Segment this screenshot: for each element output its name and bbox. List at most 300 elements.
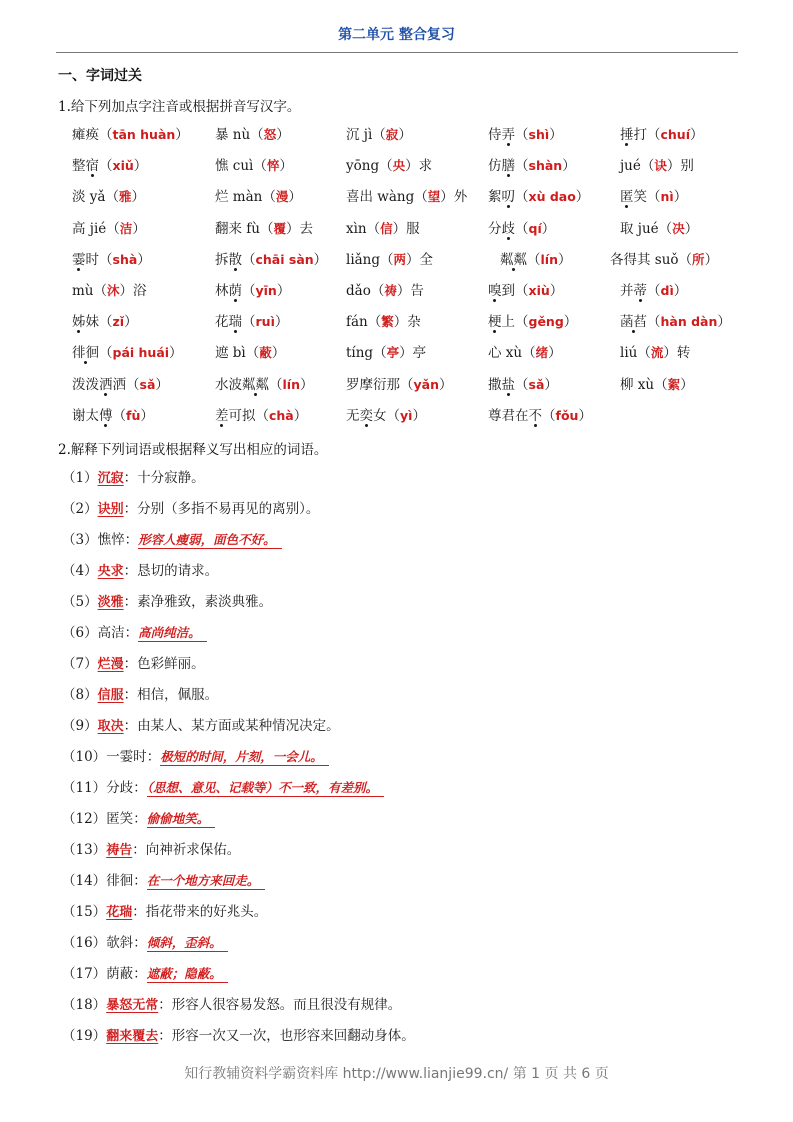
answer-text: shà bbox=[112, 251, 138, 267]
pinyin-item bbox=[72, 310, 138, 330]
item-text: ） bbox=[276, 127, 290, 143]
pinyin-item bbox=[72, 404, 154, 424]
item-number: （7） bbox=[62, 656, 98, 672]
answer-text: xiù bbox=[528, 283, 550, 298]
definition-item bbox=[62, 716, 762, 747]
answer-text: ruì bbox=[255, 314, 275, 330]
definition-meaning: 形容一次又一次，也形容来回翻动身体。 bbox=[171, 1028, 415, 1044]
pinyin-item bbox=[346, 373, 452, 393]
item-text: 无 bbox=[346, 407, 360, 424]
pinyin-item bbox=[215, 279, 290, 299]
answer-text: 绪 bbox=[535, 345, 549, 361]
item-text: ） bbox=[548, 345, 562, 362]
definition-item bbox=[62, 592, 762, 623]
answer-text: 繁 bbox=[381, 314, 394, 330]
item-text: ） bbox=[690, 127, 704, 143]
item-number: （4） bbox=[62, 563, 98, 579]
answer-text: fù bbox=[126, 407, 141, 423]
pinyin-item bbox=[215, 154, 293, 174]
dotted-character: 嗅 bbox=[488, 279, 502, 299]
pinyin-item bbox=[215, 123, 290, 143]
pinyin-item bbox=[346, 310, 421, 330]
item-text: 淡 yǎ（ bbox=[72, 189, 119, 206]
answer-text: pái huái bbox=[112, 345, 170, 361]
definition-meaning: 十分寂静。 bbox=[137, 470, 205, 486]
item-text: （ bbox=[515, 220, 529, 237]
answer-text: chà bbox=[269, 407, 294, 423]
item-text: 时（ bbox=[85, 251, 113, 268]
item-text: （ bbox=[242, 314, 256, 331]
definition-meaning: 色彩鲜丽。 bbox=[137, 656, 205, 672]
definition-term: 荫蔽 bbox=[106, 966, 134, 982]
definition-item bbox=[62, 685, 762, 716]
item-text: ）杂 bbox=[393, 314, 421, 331]
item-text: 分 bbox=[488, 220, 502, 237]
item-text: 柳 xù（ bbox=[620, 376, 668, 393]
item-number: （15） bbox=[62, 904, 107, 920]
item-text: ） bbox=[438, 376, 453, 393]
item-text: ） bbox=[673, 283, 688, 299]
item-text: 上（ bbox=[501, 314, 529, 331]
pinyin-item bbox=[346, 123, 412, 143]
item-text: 仿 bbox=[488, 158, 502, 175]
item-text: tíng（ bbox=[346, 345, 387, 362]
answer-text: 诀 bbox=[654, 158, 667, 174]
dotted-character: 菡萏 bbox=[620, 310, 647, 330]
answer-text: 雅 bbox=[118, 189, 132, 205]
separator: ： bbox=[123, 470, 138, 486]
item-text: 喜出 wàng（ bbox=[346, 189, 428, 206]
definition-term: 高洁 bbox=[97, 625, 125, 641]
item-text: mù（ bbox=[72, 283, 107, 299]
item-text: dǎo（ bbox=[346, 283, 385, 299]
item-text: 泼泼 bbox=[72, 376, 99, 393]
separator: ： bbox=[158, 1028, 172, 1044]
answer-text: 洁 bbox=[119, 220, 133, 236]
dotted-character: 宿 bbox=[86, 154, 100, 174]
answer-text: 决 bbox=[672, 220, 685, 236]
item-number: （8） bbox=[62, 687, 98, 703]
definition-meaning: 倾斜，歪斜。 bbox=[147, 935, 228, 952]
answer-text: qí bbox=[528, 220, 542, 236]
item-text: ）转 bbox=[663, 345, 691, 362]
definition-meaning: 在一个地方来回走。 bbox=[147, 873, 266, 890]
item-text: ） bbox=[704, 251, 719, 268]
answer-text: xiǔ bbox=[112, 158, 134, 174]
item-text: ） bbox=[175, 127, 189, 143]
item-text: ） bbox=[557, 251, 572, 268]
pinyin-item bbox=[72, 154, 147, 174]
section-title: 一、字词过关 bbox=[58, 68, 142, 84]
item-text: ）外 bbox=[440, 189, 468, 206]
item-text: 高 jié（ bbox=[72, 220, 120, 237]
answer-text: yǎn bbox=[413, 376, 439, 392]
item-text: 水波 bbox=[215, 376, 242, 393]
definition-term: 徘徊 bbox=[106, 873, 134, 889]
item-text: 各得其 suǒ（ bbox=[610, 251, 693, 268]
separator: ： bbox=[132, 842, 146, 858]
item-text: ）全 bbox=[406, 251, 434, 268]
answer-text: shàn bbox=[528, 158, 563, 174]
item-text: ） bbox=[684, 220, 699, 237]
item-text: ） bbox=[137, 251, 151, 268]
definition-term: 祷告 bbox=[106, 843, 133, 858]
pinyin-item bbox=[346, 217, 420, 237]
definition-item bbox=[62, 840, 762, 871]
item-text: （ bbox=[515, 189, 529, 206]
answer-text: fǒu bbox=[555, 407, 579, 423]
pinyin-item bbox=[620, 185, 687, 205]
item-text: ） bbox=[140, 407, 154, 424]
pinyin-item bbox=[215, 341, 285, 361]
definition-item bbox=[62, 530, 762, 561]
item-text: （ bbox=[99, 345, 113, 362]
item-text: ）别 bbox=[666, 158, 694, 175]
item-text: ）亭 bbox=[399, 345, 427, 362]
answer-text: nì bbox=[660, 189, 674, 205]
item-text: 絮 bbox=[488, 189, 502, 206]
item-text: ） bbox=[276, 283, 291, 299]
definition-meaning: 素净雅致，素淡典雅。 bbox=[137, 594, 273, 610]
item-number: （5） bbox=[62, 594, 98, 610]
definition-item bbox=[62, 995, 762, 1026]
item-number: （14） bbox=[62, 873, 107, 889]
answer-text: lín bbox=[282, 376, 300, 392]
pinyin-item bbox=[620, 154, 694, 174]
definition-term: 憔悴 bbox=[97, 532, 125, 548]
pinyin-item bbox=[215, 248, 327, 268]
pinyin-item bbox=[488, 310, 577, 330]
item-text: ）去 bbox=[286, 220, 313, 237]
pinyin-item bbox=[610, 248, 718, 268]
item-number: （19） bbox=[62, 1028, 107, 1044]
definition-item bbox=[62, 1026, 762, 1057]
answer-text: 寂 bbox=[385, 127, 399, 142]
definition-meaning: 由某人、某方面或某种情况决定。 bbox=[137, 718, 340, 734]
dotted-character: 粼粼 bbox=[500, 248, 527, 268]
item-text: 拆 bbox=[215, 251, 229, 268]
item-text: 妹（ bbox=[85, 314, 113, 331]
item-text: 遮 bì（ bbox=[215, 345, 260, 362]
definition-term: 暴怒无常 bbox=[106, 998, 159, 1013]
item-text: ）浴 bbox=[119, 283, 147, 299]
item-text: 心 xù（ bbox=[488, 345, 536, 362]
item-number: （11） bbox=[62, 780, 107, 796]
item-text: ） bbox=[279, 158, 293, 175]
item-text: 侍 bbox=[488, 127, 502, 143]
item-text: （ bbox=[99, 158, 113, 175]
definition-term: 欹斜 bbox=[106, 935, 134, 951]
separator: ： bbox=[124, 532, 139, 548]
separator: ： bbox=[124, 625, 139, 641]
definition-term: 诀别 bbox=[97, 502, 124, 517]
pinyin-item bbox=[620, 217, 698, 237]
item-text: 整 bbox=[72, 158, 86, 175]
item-text: 瘫痪（ bbox=[72, 127, 113, 143]
pinyin-item bbox=[488, 185, 589, 205]
pinyin-item bbox=[72, 341, 183, 361]
item-number: （12） bbox=[62, 811, 107, 827]
item-text: （ bbox=[542, 407, 556, 424]
answer-text: 祷 bbox=[384, 283, 397, 298]
answer-text: 央 bbox=[392, 158, 406, 174]
item-text: （ bbox=[112, 407, 126, 424]
definition-term: 分歧 bbox=[106, 780, 134, 796]
dotted-character: 匿 bbox=[620, 185, 634, 205]
question-2-title: 2.解释下列词语或根据释义写出相应的词语。 bbox=[58, 442, 328, 458]
definition-item bbox=[62, 747, 762, 778]
separator: ： bbox=[123, 594, 138, 610]
definition-item bbox=[62, 933, 762, 964]
item-text: （ bbox=[515, 376, 529, 393]
item-text: ） bbox=[575, 189, 590, 206]
item-text: ） bbox=[313, 251, 328, 268]
item-text: ） bbox=[132, 220, 146, 237]
item-number: （18） bbox=[62, 997, 107, 1013]
definition-term: 取决 bbox=[97, 719, 124, 734]
separator: ： bbox=[133, 873, 147, 889]
item-number: （2） bbox=[62, 501, 98, 517]
item-text: （ bbox=[647, 314, 661, 331]
item-text: ） bbox=[563, 314, 578, 331]
answer-text: shì bbox=[528, 127, 550, 142]
dotted-character: 散 bbox=[229, 248, 243, 268]
dotted-character: 梗 bbox=[488, 310, 502, 330]
definition-term: 匿笑 bbox=[106, 811, 134, 827]
answer-text: 流 bbox=[650, 345, 664, 361]
dotted-character: 洒 bbox=[99, 373, 113, 393]
pinyin-item bbox=[346, 341, 426, 361]
definition-term: 央求 bbox=[97, 564, 124, 579]
answer-text: yīn bbox=[255, 283, 277, 298]
item-text: ） bbox=[673, 189, 688, 206]
pinyin-item bbox=[620, 123, 704, 143]
item-number: （10） bbox=[62, 749, 107, 765]
pinyin-item bbox=[488, 154, 576, 174]
item-text: 花 bbox=[215, 314, 229, 331]
dotted-character: 捶 bbox=[620, 123, 634, 143]
answer-text: sǎ bbox=[528, 376, 545, 392]
pinyin-item bbox=[488, 217, 555, 237]
separator: ： bbox=[123, 718, 138, 734]
pinyin-item bbox=[346, 185, 467, 205]
item-number: （16） bbox=[62, 935, 107, 951]
item-text: 撒 bbox=[488, 376, 502, 393]
item-text: （ bbox=[269, 376, 283, 393]
answer-text: yì bbox=[400, 407, 413, 423]
item-text: liǎng（ bbox=[346, 251, 394, 268]
item-text: 林 bbox=[215, 283, 229, 299]
separator: ： bbox=[123, 687, 138, 703]
definition-item bbox=[62, 964, 762, 995]
item-text: liú（ bbox=[620, 345, 651, 362]
item-text: ） bbox=[544, 376, 558, 393]
question-1-title: 1.给下列加点字注音或根据拼音写汉字。 bbox=[58, 99, 301, 115]
answer-text: 两 bbox=[393, 251, 407, 267]
dotted-character: 不 bbox=[529, 404, 543, 424]
definition-meaning: 指花带来的好兆头。 bbox=[145, 904, 268, 920]
separator: ： bbox=[158, 997, 172, 1013]
answer-text: hàn dàn bbox=[660, 314, 718, 330]
answer-text: dì bbox=[660, 283, 674, 298]
definition-meaning: 相信，佩服。 bbox=[137, 687, 219, 703]
definition-list bbox=[62, 468, 762, 1057]
answer-text: lín bbox=[540, 251, 558, 267]
separator: ： bbox=[123, 563, 138, 579]
dotted-character: 瑞 bbox=[229, 310, 243, 330]
pinyin-item bbox=[215, 404, 307, 424]
definition-meaning: 偷偷地笑。 bbox=[147, 811, 216, 828]
definition-term: 沉寂 bbox=[97, 471, 124, 486]
pinyin-item bbox=[488, 341, 562, 361]
item-text: ） bbox=[549, 283, 564, 299]
pinyin-item bbox=[488, 373, 558, 393]
answer-text: 悴 bbox=[266, 158, 280, 174]
item-text: （ bbox=[527, 251, 541, 268]
answer-text: zǐ bbox=[112, 314, 125, 330]
definition-item bbox=[62, 561, 762, 592]
item-text: 女（ bbox=[373, 407, 400, 424]
dotted-character: 傅 bbox=[99, 404, 113, 424]
item-text: （ bbox=[515, 127, 529, 143]
pinyin-item bbox=[488, 123, 563, 143]
item-text: ） bbox=[398, 127, 412, 143]
answer-text: gěng bbox=[528, 314, 564, 330]
item-text: 并 bbox=[620, 283, 634, 299]
pinyin-item bbox=[620, 310, 731, 330]
item-text: 翻来 fù（ bbox=[215, 220, 274, 237]
answer-text: 怒 bbox=[263, 127, 277, 142]
item-text: xìn（ bbox=[346, 220, 381, 237]
pinyin-item bbox=[215, 373, 313, 393]
pinyin-item bbox=[488, 279, 563, 299]
separator: ： bbox=[123, 501, 138, 517]
item-number: （9） bbox=[62, 718, 98, 734]
item-text: 暴 nù（ bbox=[215, 127, 264, 143]
item-text: （ bbox=[647, 283, 661, 299]
item-text: （ bbox=[242, 251, 256, 268]
item-text: jué（ bbox=[620, 158, 655, 175]
separator: ： bbox=[146, 749, 161, 765]
separator: ： bbox=[133, 966, 147, 982]
dotted-character: 盐 bbox=[502, 373, 516, 393]
item-text: ） bbox=[562, 158, 576, 175]
item-text: ） bbox=[274, 314, 289, 331]
answer-text: 漫 bbox=[275, 189, 289, 205]
page-footer: 知行教辅资料学霸资料库 http://www.lianjie99.cn/ 第 1 页 共 6 页 bbox=[184, 1066, 609, 1082]
dotted-character: 霎 bbox=[72, 248, 86, 268]
pinyin-item bbox=[488, 404, 592, 424]
item-text: ） bbox=[131, 189, 145, 206]
definition-meaning: 形容人瘦弱，面色不好。 bbox=[138, 532, 282, 549]
definition-term: 烂漫 bbox=[97, 657, 124, 672]
item-text: ） bbox=[271, 345, 286, 362]
pinyin-item bbox=[72, 217, 146, 237]
pinyin-item bbox=[346, 248, 433, 268]
answer-text: chuí bbox=[660, 127, 690, 142]
answer-text: 信 bbox=[380, 220, 393, 236]
item-text: ）求 bbox=[405, 158, 433, 175]
pinyin-item bbox=[346, 154, 432, 174]
pinyin-item bbox=[72, 185, 145, 205]
pinyin-item bbox=[620, 279, 687, 299]
item-text: ） bbox=[299, 376, 314, 393]
pinyin-item bbox=[72, 279, 147, 299]
pinyin-item bbox=[346, 404, 426, 424]
definition-term: 花瑞 bbox=[106, 905, 133, 920]
item-text: 谢太 bbox=[72, 407, 99, 424]
item-text: ） bbox=[680, 376, 694, 393]
item-text: 笑（ bbox=[633, 189, 661, 206]
item-text: fán（ bbox=[346, 314, 382, 331]
definition-item bbox=[62, 468, 762, 499]
separator: ： bbox=[123, 656, 138, 672]
item-text: ） bbox=[717, 314, 731, 331]
item-number: （6） bbox=[62, 625, 98, 641]
definition-meaning: 形容人很容易发怒。而且很没有规律。 bbox=[171, 997, 402, 1013]
item-text: yōng（ bbox=[346, 158, 393, 175]
definition-item bbox=[62, 902, 762, 933]
dotted-character: 奕 bbox=[360, 404, 374, 424]
item-text: 打（ bbox=[633, 127, 661, 143]
item-text: ）告 bbox=[396, 283, 424, 299]
item-text: 沉 jì（ bbox=[346, 127, 386, 143]
answer-text: 沐 bbox=[107, 283, 120, 298]
definition-meaning: 分别（多指不易再见的离别）。 bbox=[137, 501, 320, 517]
item-text: ） bbox=[288, 189, 302, 206]
answer-text: sǎ bbox=[139, 376, 156, 392]
item-number: （17） bbox=[62, 966, 107, 982]
item-text: 取 jué（ bbox=[620, 220, 673, 237]
dotted-character: 粼粼 bbox=[242, 373, 269, 393]
dotted-character: 弄 bbox=[502, 123, 516, 143]
definition-item bbox=[62, 871, 762, 902]
pinyin-item bbox=[215, 310, 288, 330]
pinyin-item bbox=[620, 373, 694, 393]
item-number: （1） bbox=[62, 470, 98, 486]
item-text: 尊君在 bbox=[488, 407, 529, 424]
answer-text: 覆 bbox=[273, 220, 286, 236]
item-number: （13） bbox=[62, 842, 107, 858]
separator: ： bbox=[133, 811, 147, 827]
item-text: （ bbox=[515, 158, 529, 175]
answer-text: 絮 bbox=[667, 376, 681, 392]
pinyin-item bbox=[72, 373, 169, 393]
answer-text: chāi sàn bbox=[255, 251, 314, 267]
page-title: 第二单元 整合复习 bbox=[338, 27, 455, 43]
pinyin-item bbox=[500, 248, 571, 268]
dotted-character: 徘徊 bbox=[72, 341, 99, 361]
item-text: ） bbox=[124, 314, 138, 331]
item-text: 可拟（ bbox=[228, 407, 269, 424]
answer-text: 蔽 bbox=[259, 345, 272, 361]
dotted-character: 姊 bbox=[72, 310, 86, 330]
definition-meaning: 向神祈求保佑。 bbox=[145, 842, 241, 858]
pinyin-item bbox=[215, 185, 302, 205]
definition-meaning: 恳切的请求。 bbox=[137, 563, 219, 579]
answer-text: 望 bbox=[427, 189, 441, 205]
dotted-character: 歧 bbox=[502, 217, 516, 237]
dotted-character: 膳 bbox=[502, 154, 516, 174]
dotted-character: 叨 bbox=[502, 185, 516, 205]
item-text: 憔 cuì（ bbox=[215, 158, 267, 175]
definition-term: 淡雅 bbox=[97, 595, 124, 610]
separator: ： bbox=[132, 904, 146, 920]
item-text: ） bbox=[412, 407, 426, 424]
item-text: 洒（ bbox=[112, 376, 140, 393]
definition-meaning: 极短的时间，片刻，一会儿。 bbox=[160, 749, 329, 766]
dotted-character: 差 bbox=[215, 404, 229, 424]
